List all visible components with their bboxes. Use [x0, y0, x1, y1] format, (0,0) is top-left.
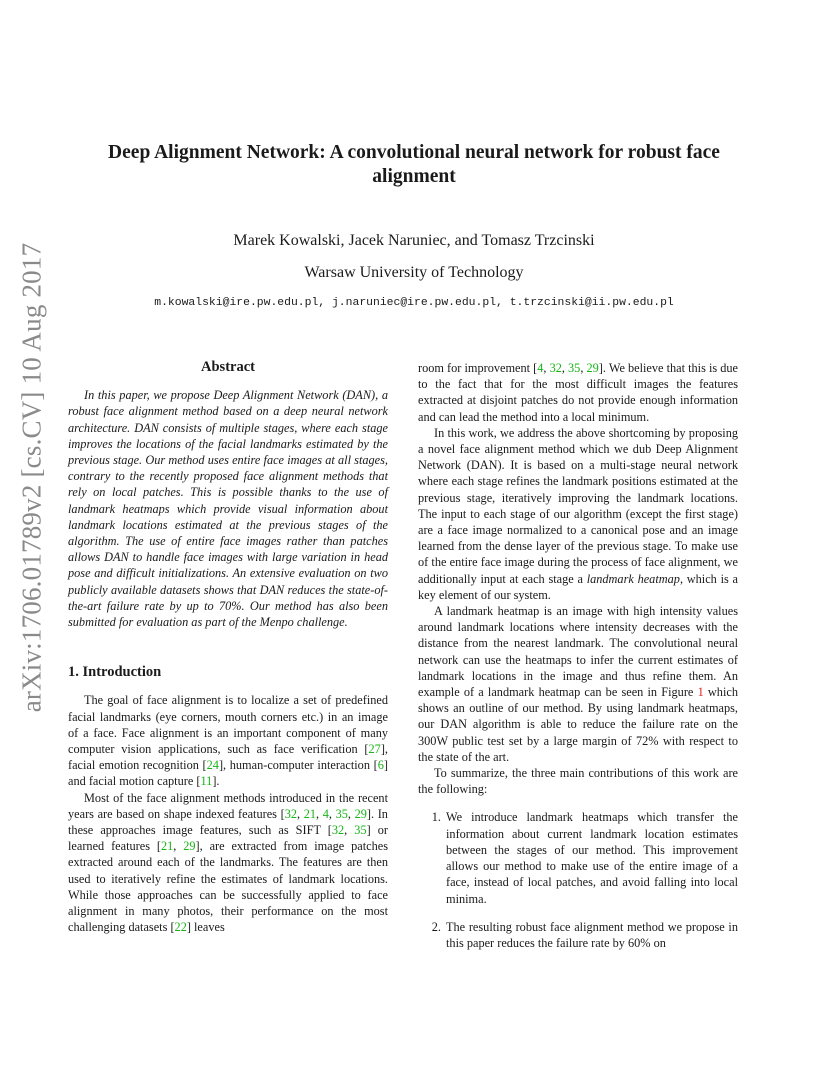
citation-link[interactable]: 27	[368, 742, 381, 757]
citation-link[interactable]: 4	[537, 361, 544, 375]
citation-link[interactable]: 29	[586, 361, 599, 375]
paper-affiliation: Warsaw University of Technology	[304, 264, 524, 281]
citation-link[interactable]: 32	[549, 361, 562, 375]
right-paragraph-3: A landmark heatmap is an image with high intensity values around landmark locations where intensity decreases with the distance from the nearest landmark. The convolutional neural network can use the heatmaps to infer the current estimates of landmark locations in the image and thus refine them. An example of a landmark heatmap can be seen in Figure 1 which shows an outline of our method. By using landmark heatmaps, our DAN algorithm is able to reduce the failure rate on the 300W public test set by a large margin of 72% with respect to the state of the art.	[418, 604, 738, 764]
citation-link[interactable]: 32	[331, 823, 345, 838]
figure-reference-link[interactable]: 1	[697, 685, 704, 700]
intro-paragraph-2: Most of the face alignment methods introduced in the recent years are based on shape indexed features [32, 21, 4, 35, 29]. In these approaches image features, such as SIFT [32, 35] or learned features [21, 29], are extracted from image patches extracted around each of the landmarks. The features are then used to iteratively refine the estimates of landmark locations. While those approaches can be successfully applied to face alignment in many photos, their performance on the most challenging datasets [22] leaves	[68, 790, 389, 935]
citation-link[interactable]: 22	[174, 920, 187, 935]
right-paragraph-1: room for improvement [4, 32, 35, 29]. We believe that this is due to the fact that for the most difficult images the features extracted at disjoint patches do not provide enough information and can lead the method into a local minimum.	[418, 361, 739, 424]
left-column	[68, 359, 388, 936]
citation-link[interactable]: 35	[354, 823, 367, 838]
citation-link[interactable]: 4	[322, 806, 329, 821]
citation-link[interactable]: 6	[377, 758, 384, 773]
intro-paragraph-1: The goal of face alignment is to localize a set of predefined facial landmarks (eye corners, mouth corners etc.) in an image of a face. Face alignment is an important component of many computer vision applications, such as face verification [27], facial emotion recognition [24], human-computer interaction [6] and facial motion capture [11].	[68, 693, 388, 789]
citation-link[interactable]: 21	[303, 806, 316, 821]
paper-authors: Marek Kowalski, Jacek Naruniec, and Tomasz Trzcinski	[233, 232, 595, 249]
contributions-list	[418, 809, 738, 951]
right-paragraph-2: In this work, we address the above shortcoming by proposing a novel face alignment method which we dub Deep Alignment Network (DAN). It is based on a multi-stage neural network where each stage refines the landmark positions estimated at the previous stage, iteratively improving the landmark locations. The input to each stage of our algorithm (except the first stage) are a face image normalized to a canonical pose and an image learned from the dense layer of the previous stage. To make use of the entire face image during the process of face alignment, we additionally input at each stage a landmark heatmap, which is a key element of our system.	[418, 425, 738, 602]
citation-link[interactable]: 32	[284, 806, 297, 821]
list-item: 2. The resulting robust face alignment method we propose in this paper reduces the failure rate by 60% on	[444, 919, 738, 951]
citation-link[interactable]: 35	[335, 806, 348, 821]
author-emails: m.kowalski@ire.pw.edu.pl, j.naruniec@ire.pw.edu.pl, t.trzcinski@ii.pw.edu.pl	[154, 297, 674, 309]
emphasis-landmark-heatmap: landmark heatmap	[586, 571, 680, 586]
right-paragraph-4: To summarize, the three main contributions of this work are the following:	[418, 766, 738, 797]
right-column	[418, 360, 738, 963]
paper-title: Deep Alignment Network: A convolutional neural network for robust face alignment	[108, 142, 720, 187]
citation-link[interactable]: 24	[206, 758, 219, 773]
list-item: 1. We introduce landmark heatmaps which transfer the information about current landmark location estimates between the stages of our method. This improvement allows our method to make use of the entire image of a face, instead of local patches, and avoid falling into local minima.	[444, 809, 738, 906]
abstract-heading: Abstract	[201, 359, 255, 375]
abstract-text: In this paper, we propose Deep Alignment Network (DAN), a robust face alignment method based on a deep neural network architecture. DAN consists of multiple stages, where each stage improves the locations of the facial landmarks estimated by the previous stage. Our method uses entire face images at all stages, contrary to the recently proposed face alignment methods that rely on local patches. This is possible thanks to the use of landmark heatmaps which provide visual information about landmark locations estimated at the previous stages of the algorithm. The use of entire face images rather than patches allows DAN to handle face images with large variation in head pose and difficult initializations. An extensive evaluation on two publicly available datasets shows that DAN reduces the state-of-the-art failure rate by up to 70%. Our method has also been submitted for evaluation as part of the Menpo challenge.	[68, 388, 388, 630]
arxiv-identifier-stamp	[12, 242, 52, 713]
intro-heading: 1. Introduction	[68, 664, 162, 681]
citation-link[interactable]: 21	[160, 839, 174, 854]
arxiv-stamp-text: arXiv:1706.01789v2 [cs.CV] 10 Aug 2017	[16, 242, 47, 713]
citation-link[interactable]: 29	[183, 839, 196, 854]
citation-link[interactable]: 29	[354, 806, 367, 821]
citation-link[interactable]: 35	[568, 361, 581, 375]
citation-link[interactable]: 11	[200, 774, 213, 789]
